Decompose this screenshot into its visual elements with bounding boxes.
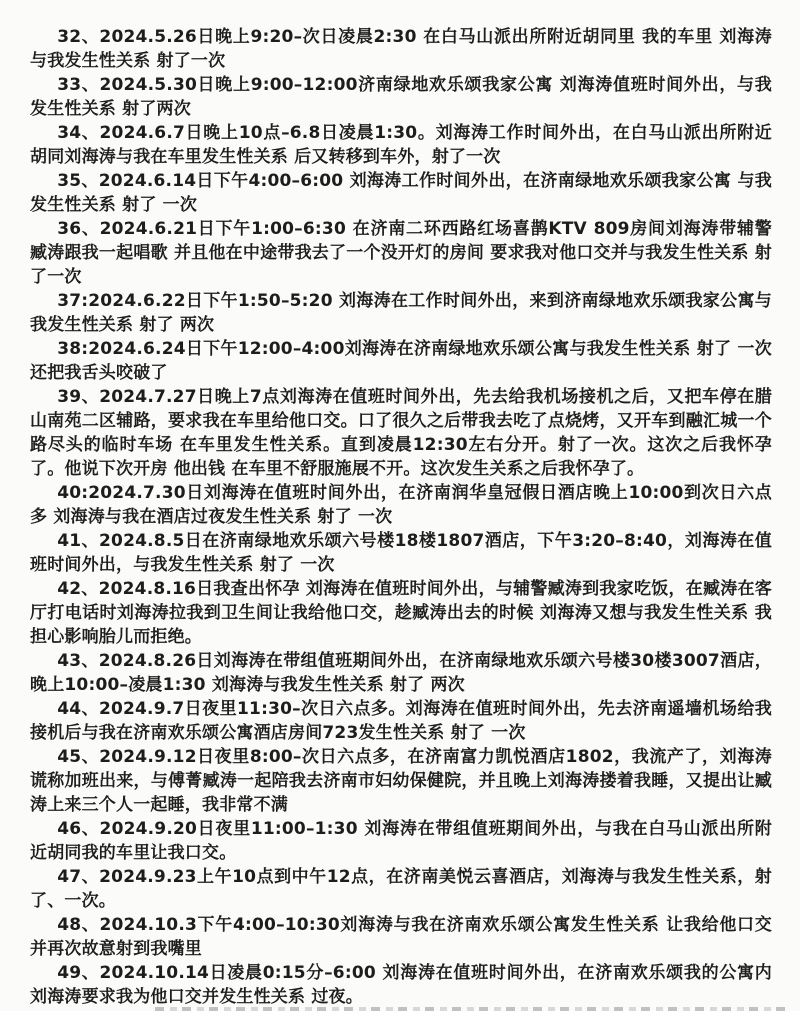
log-entry: 46、2024.9.20日夜里11:00–1:30 刘海涛在带组值班期间外出，与我在白马山派出所附近胡同我的车里让我口交。: [30, 819, 772, 863]
log-entry: 40:2024.7.30日刘海涛在值班时间外出，在济南润华皇冠假日酒店晚上10:00到次日六点多 刘海涛与我在酒店过夜发生性关系 射了 一次: [30, 483, 772, 527]
log-entry: 38:2024.6.24日下午12:00–4:00刘海涛在济南绿地欢乐颂公寓与我发生性关系 射了 一次 还把我舌头咬破了: [30, 339, 772, 383]
log-entry: 36、2024.6.21日下午1:00–6:30 在济南二环西路红场喜鹊KTV 809房间刘海涛带辅警臧涛跟我一起唱歌 并且他在中途带我去了一个没开灯的房间 要求我对他口交并与我发生性关系 射了一次: [30, 219, 772, 287]
log-entry: 47、2024.9.23上午10点到中午12点，在济南美悦云喜酒店，刘海涛与我发生性关系，射了、一次。: [30, 867, 772, 911]
log-entry: 49、2024.10.14日凌晨0:15分–6:00 刘海涛在值班时间外出，在济南欢乐颂我的公寓内 刘海涛要求我为他口交并发生性关系 过夜。: [30, 963, 772, 1007]
log-entry: 34、2024.6.7日晚上10点–6.8日凌晨1:30。刘海涛工作时间外出，在白马山派出所附近胡同刘海涛与我在车里发生性关系 后又转移到车外，射了一次: [30, 123, 772, 167]
log-entry: 32、2024.5.26日晚上9:20–次日凌晨2:30 在白马山派出所附近胡同里 我的车里 刘海涛与我发生性关系 射了一次: [30, 27, 772, 71]
log-entry: 35、2024.6.14日下午4:00–6:00 刘海涛工作时间外出，在济南绿地欢乐颂我家公寓 与我发生性关系 射了 一次: [30, 171, 772, 215]
log-entry: 39、2024.7.27日晚上7点刘海涛在值班时间外出，先去给我机场接机之后，又把车停在腊山南苑二区辅路，要求我在车里给他口交。口了很久之后带我去吃了点烧烤，又开车到融汇城一个路尽头的临时车场 在车里发生性关系。直到凌晨12:30左右分开。射了一次。这次之后我怀孕了。他说下次开房 他出钱 在车里不舒服施展不开。这次发生关系之后我怀孕了。: [30, 387, 772, 479]
log-entry: 48、2024.10.3下午4:00–10:30刘海涛与我在济南欢乐颂公寓发生性关系 让我给他口交并再次故意射到我嘴里: [30, 915, 772, 959]
log-entry: 42、2024.8.16日我查出怀孕 刘海涛在值班时间外出，与辅警臧涛到我家吃饭，在臧涛在客厅打电话时刘海涛拉我到卫生间让我给他口交，趁臧涛出去的时候 刘海涛又想与我发生性关系 我担心影响胎儿而拒绝。: [30, 579, 772, 647]
log-entry: 33、2024.5.30日晚上9:00–12:00济南绿地欢乐颂我家公寓 刘海涛值班时间外出，与我发生性关系 射了两次: [30, 75, 772, 119]
log-entry: 44、2024.9.7日夜里11:30–次日六点多。刘海涛在值班时间外出，先去济南遥墙机场给我接机后与我在济南欢乐颂公寓酒店房间723发生性关系 射了 一次: [30, 699, 772, 743]
log-entry: 37:2024.6.22日下午1:50–5:20 刘海涛在工作时间外出，来到济南绿地欢乐颂我家公寓与我发生性关系 射了 两次: [30, 291, 772, 335]
log-entry: 45、2024.9.12日夜里8:00–次日六点多，在济南富力凯悦酒店1802，我流产了，刘海涛谎称加班出来，与傅菁臧涛一起陪我去济南市妇幼保健院，并且晚上刘海涛搂着我睡，又提出让臧涛上来三个人一起睡，我非常不满: [30, 747, 772, 815]
cutoff-next-line-top-edge: [155, 1007, 790, 1011]
log-entry: 43、2024.8.26日刘海涛在带组值班期间外出，在济南绿地欢乐颂六号楼30楼3007酒店，晚上10:00–凌晨1:30 刘海涛与我发生性关系 射了 两次: [30, 651, 772, 695]
log-entry: 41、2024.8.5日在济南绿地欢乐颂六号楼18楼1807酒店，下午3:20–8:40，刘海涛在值班时间外出，与我发生性关系 射了 一次: [30, 531, 772, 575]
